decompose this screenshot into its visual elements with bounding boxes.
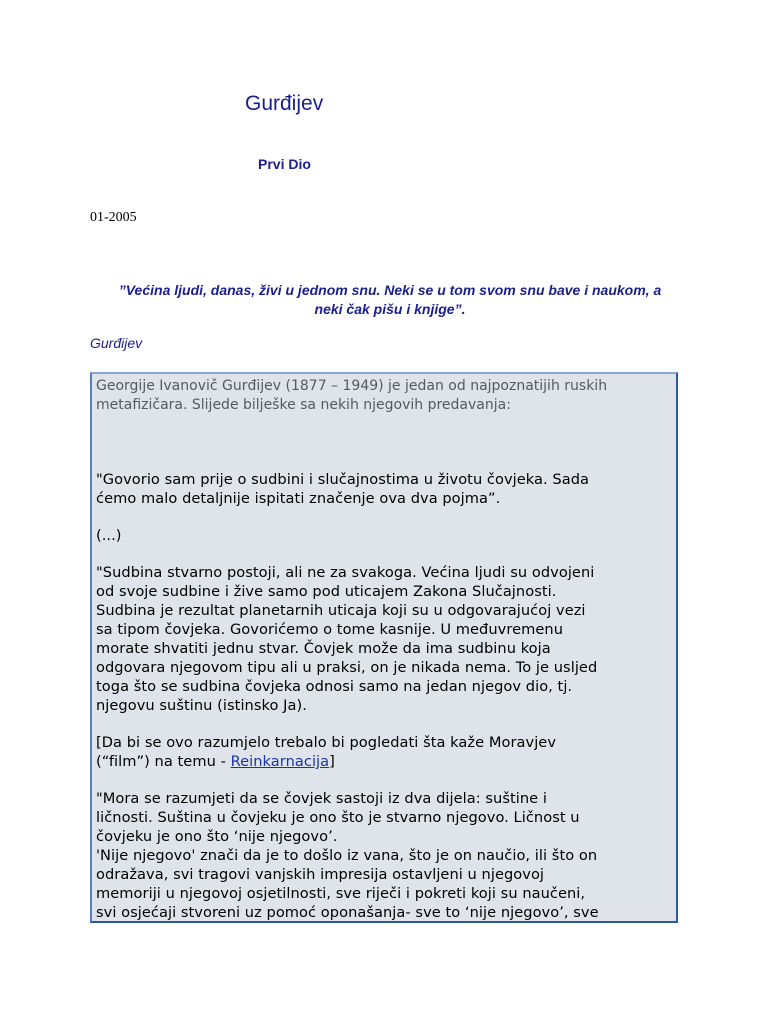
- quote-author: Gurđijev: [90, 335, 143, 351]
- text-line: od svoje sudbine i žive samo pod uticajem Zakona Slučajnosti.: [96, 583, 557, 600]
- text-line: memoriji u njegovoj osjetilnosti, sve riječi i pokreti koji su naučeni,: [96, 885, 586, 902]
- text-line: čovjeku je ono što ‘nije njegovo’.: [96, 828, 338, 845]
- intro-line: Georgije Ivanovič Gurđijev (1877 – 1949) je jedan od najpoznatijih ruskih: [96, 378, 608, 394]
- quote-line: neki čak pišu i knjige”.: [314, 301, 466, 317]
- article-intro: [96, 377, 672, 415]
- text-line: toga što se sudbina čovjeka odnosi samo na jedan njegov dio, tj.: [96, 678, 573, 695]
- paragraph-1: [96, 470, 672, 508]
- text-line: Sudbina je rezultat planetarnih uticaja koji su u odgovarajućoj vezi: [96, 602, 586, 619]
- text-fragment: ]: [329, 753, 335, 770]
- quote-line: ”Većina ljudi, danas, živi u jednom snu. Neki se u tom svom snu bave i naukom, a: [118, 282, 662, 298]
- reinkarnacija-link[interactable]: Reinkarnacija: [230, 753, 330, 770]
- paragraph-ellipsis: (...): [96, 527, 122, 544]
- text-line: ćemo malo detaljnije ispitati značenje ova dva pojma”.: [96, 490, 501, 507]
- text-line: "Mora se razumjeti da se čovjek sastoji iz dva dijela: suštine i: [96, 790, 547, 807]
- page-subtitle: Prvi Dio: [258, 156, 311, 172]
- intro-line: metafizičara. Slijede bilješke sa nekih njegovih predavanja:: [96, 397, 511, 413]
- publication-date: 01-2005: [90, 210, 137, 225]
- text-line: [96, 752, 672, 771]
- paragraph-4: [96, 733, 672, 771]
- text-line: odražava, svi tragovi vanjskih impresija ostavljeni u njegovoj: [96, 866, 545, 883]
- paragraph-3: [96, 563, 672, 715]
- text-line: sa tipom čovjeka. Govorićemo o tome kasnije. U međuvremenu: [96, 621, 564, 638]
- text-line: ličnosti. Suština u čovjeku je ono što je stvarno njegovo. Ličnost u: [96, 809, 580, 826]
- page-title: Gurđijev: [245, 92, 324, 115]
- paragraph-5: [96, 789, 672, 922]
- article-text-box[interactable]: [90, 372, 678, 923]
- text-fragment: (“film”) na temu -: [96, 753, 231, 770]
- text-line: odgovara njegovom tipu ali u praksi, on je nikada nema. To je usljed: [96, 659, 598, 676]
- text-line: njegovu suštinu (istinsko Ja).: [96, 697, 307, 714]
- text-line: "Govorio sam prije o sudbini i slučajnostima u životu čovjeka. Sada: [96, 471, 590, 488]
- text-line: [Da bi se ovo razumjelo trebalo bi pogledati šta kaže Moravjev: [96, 734, 557, 751]
- epigraph-quote: [90, 281, 690, 319]
- text-line: 'Nije njegovo' znači da je to došlo iz vana, što je on naučio, ili što on: [96, 847, 598, 864]
- text-line: svi osjećaji stvoreni uz pomoć oponašanja- sve to ‘nije njegovo’, sve: [96, 904, 599, 921]
- text-line: "Sudbina stvarno postoji, ali ne za svakoga. Većina ljudi su odvojeni: [96, 564, 595, 581]
- text-line: morate shvatiti jednu stvar. Čovjek može da ima sudbinu koja: [96, 640, 551, 657]
